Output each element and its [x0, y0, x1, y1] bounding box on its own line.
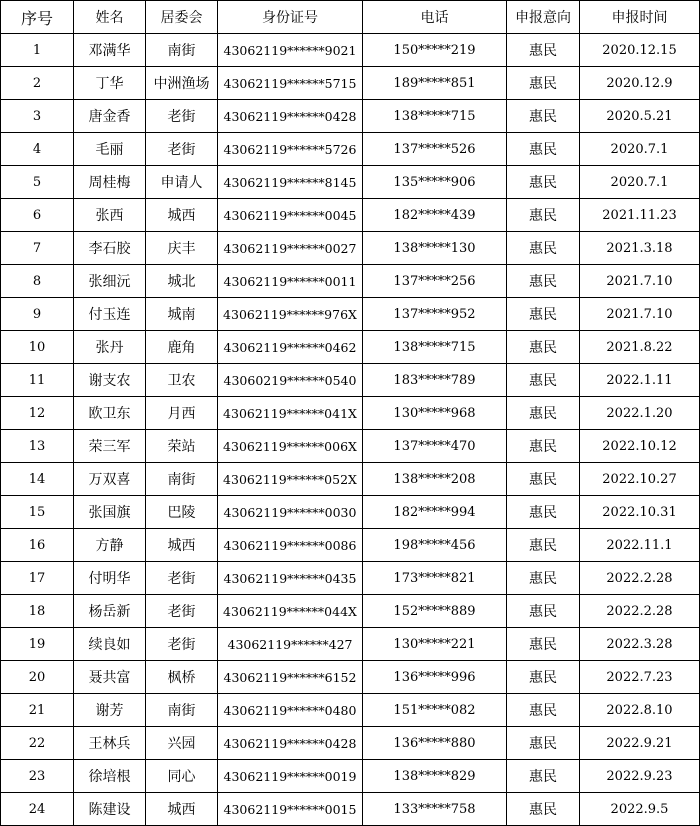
table-row — [1, 628, 700, 661]
committee-cell: 城西 — [146, 199, 218, 232]
committee-cell: 南街 — [146, 34, 218, 67]
table-row — [1, 199, 700, 232]
seq-cell: 18 — [1, 595, 74, 628]
table-row — [1, 727, 700, 760]
seq-cell: 15 — [1, 496, 74, 529]
seq-cell: 24 — [1, 793, 74, 826]
id-number-cell: 43062119******0435 — [218, 562, 363, 595]
phone-cell: 182*****994 — [363, 496, 507, 529]
table-row — [1, 166, 700, 199]
table-row — [1, 397, 700, 430]
id-number-cell: 43062119******0480 — [218, 694, 363, 727]
table-row — [1, 265, 700, 298]
intent-cell: 惠民 — [507, 628, 580, 661]
intent-cell: 惠民 — [507, 298, 580, 331]
phone-cell: 182*****439 — [363, 199, 507, 232]
intent-cell: 惠民 — [507, 199, 580, 232]
date-cell: 2021.8.22 — [580, 331, 700, 364]
date-cell: 2020.12.9 — [580, 67, 700, 100]
id-number-cell: 43062119******0428 — [218, 100, 363, 133]
seq-cell: 11 — [1, 364, 74, 397]
committee-cell: 南街 — [146, 694, 218, 727]
id-number-cell: 43062119******976X — [218, 298, 363, 331]
seq-cell: 8 — [1, 265, 74, 298]
date-cell: 2022.7.23 — [580, 661, 700, 694]
intent-cell: 惠民 — [507, 661, 580, 694]
seq-cell: 23 — [1, 760, 74, 793]
header-date: 申报时间 — [580, 1, 700, 34]
id-number-cell: 43060219******0540 — [218, 364, 363, 397]
seq-cell: 6 — [1, 199, 74, 232]
committee-cell: 卫农 — [146, 364, 218, 397]
id-number-cell: 43062119******0011 — [218, 265, 363, 298]
seq-cell: 4 — [1, 133, 74, 166]
phone-cell: 137*****526 — [363, 133, 507, 166]
table-row — [1, 793, 700, 826]
committee-cell: 中洲渔场 — [146, 67, 218, 100]
id-number-cell: 43062119******5726 — [218, 133, 363, 166]
table-row — [1, 364, 700, 397]
seq-cell: 22 — [1, 727, 74, 760]
date-cell: 2022.1.20 — [580, 397, 700, 430]
seq-cell: 3 — [1, 100, 74, 133]
seq-cell: 12 — [1, 397, 74, 430]
id-number-cell: 43062119******427 — [218, 628, 363, 661]
seq-cell: 7 — [1, 232, 74, 265]
seq-cell: 10 — [1, 331, 74, 364]
table-row — [1, 562, 700, 595]
committee-cell: 城西 — [146, 529, 218, 562]
date-cell: 2022.2.28 — [580, 595, 700, 628]
name-cell: 王林兵 — [74, 727, 146, 760]
name-cell: 唐金香 — [74, 100, 146, 133]
table-row — [1, 298, 700, 331]
phone-cell: 130*****221 — [363, 628, 507, 661]
seq-cell: 17 — [1, 562, 74, 595]
intent-cell: 惠民 — [507, 562, 580, 595]
name-cell: 付明华 — [74, 562, 146, 595]
name-cell: 谢支农 — [74, 364, 146, 397]
committee-cell: 兴园 — [146, 727, 218, 760]
id-number-cell: 43062119******0045 — [218, 199, 363, 232]
table-row — [1, 331, 700, 364]
name-cell: 张丹 — [74, 331, 146, 364]
intent-cell: 惠民 — [507, 430, 580, 463]
seq-cell: 13 — [1, 430, 74, 463]
table-row — [1, 34, 700, 67]
committee-cell: 庆丰 — [146, 232, 218, 265]
name-cell: 张细沅 — [74, 265, 146, 298]
table-row — [1, 661, 700, 694]
intent-cell: 惠民 — [507, 331, 580, 364]
name-cell: 欧卫东 — [74, 397, 146, 430]
date-cell: 2022.9.5 — [580, 793, 700, 826]
date-cell: 2022.9.21 — [580, 727, 700, 760]
table-row — [1, 133, 700, 166]
phone-cell: 189*****851 — [363, 67, 507, 100]
intent-cell: 惠民 — [507, 727, 580, 760]
id-number-cell: 43062119******5715 — [218, 67, 363, 100]
seq-cell: 5 — [1, 166, 74, 199]
date-cell: 2022.10.27 — [580, 463, 700, 496]
date-cell: 2020.5.21 — [580, 100, 700, 133]
phone-cell: 173*****821 — [363, 562, 507, 595]
name-cell: 万双喜 — [74, 463, 146, 496]
date-cell: 2022.1.11 — [580, 364, 700, 397]
table-row — [1, 760, 700, 793]
header-intent: 申报意向 — [507, 1, 580, 34]
table-row — [1, 529, 700, 562]
table-row — [1, 694, 700, 727]
id-number-cell: 43062119******0428 — [218, 727, 363, 760]
table-row — [1, 595, 700, 628]
date-cell: 2021.7.10 — [580, 298, 700, 331]
id-number-cell: 43062119******0462 — [218, 331, 363, 364]
phone-cell: 138*****715 — [363, 100, 507, 133]
intent-cell: 惠民 — [507, 496, 580, 529]
name-cell: 李石胶 — [74, 232, 146, 265]
id-number-cell: 43062119******0086 — [218, 529, 363, 562]
intent-cell: 惠民 — [507, 67, 580, 100]
committee-cell: 城西 — [146, 793, 218, 826]
header-name: 姓名 — [74, 1, 146, 34]
date-cell: 2022.2.28 — [580, 562, 700, 595]
phone-cell: 151*****082 — [363, 694, 507, 727]
name-cell: 张国旗 — [74, 496, 146, 529]
intent-cell: 惠民 — [507, 397, 580, 430]
id-number-cell: 43062119******044X — [218, 595, 363, 628]
name-cell: 陈建设 — [74, 793, 146, 826]
committee-cell: 荣站 — [146, 430, 218, 463]
intent-cell: 惠民 — [507, 694, 580, 727]
name-cell: 聂共富 — [74, 661, 146, 694]
seq-cell: 19 — [1, 628, 74, 661]
committee-cell: 城北 — [146, 265, 218, 298]
committee-cell: 枫桥 — [146, 661, 218, 694]
name-cell: 荣三军 — [74, 430, 146, 463]
name-cell: 杨岳新 — [74, 595, 146, 628]
committee-cell: 老街 — [146, 595, 218, 628]
seq-cell: 21 — [1, 694, 74, 727]
name-cell: 周桂梅 — [74, 166, 146, 199]
intent-cell: 惠民 — [507, 34, 580, 67]
header-row — [1, 1, 700, 34]
name-cell: 邓满华 — [74, 34, 146, 67]
name-cell: 毛丽 — [74, 133, 146, 166]
name-cell: 徐培根 — [74, 760, 146, 793]
intent-cell: 惠民 — [507, 793, 580, 826]
phone-cell: 183*****789 — [363, 364, 507, 397]
intent-cell: 惠民 — [507, 760, 580, 793]
id-number-cell: 43062119******006X — [218, 430, 363, 463]
id-number-cell: 43062119******0027 — [218, 232, 363, 265]
seq-cell: 14 — [1, 463, 74, 496]
phone-cell: 135*****906 — [363, 166, 507, 199]
date-cell: 2020.12.15 — [580, 34, 700, 67]
seq-cell: 2 — [1, 67, 74, 100]
id-number-cell: 43062119******041X — [218, 397, 363, 430]
header-seq: 序号 — [1, 1, 74, 34]
committee-cell: 巴陵 — [146, 496, 218, 529]
committee-cell: 老街 — [146, 562, 218, 595]
date-cell: 2022.11.1 — [580, 529, 700, 562]
table-row — [1, 232, 700, 265]
date-cell: 2022.9.23 — [580, 760, 700, 793]
phone-cell: 138*****208 — [363, 463, 507, 496]
name-cell: 谢芳 — [74, 694, 146, 727]
table-row — [1, 496, 700, 529]
seq-cell: 9 — [1, 298, 74, 331]
committee-cell: 鹿角 — [146, 331, 218, 364]
phone-cell: 137*****256 — [363, 265, 507, 298]
intent-cell: 惠民 — [507, 364, 580, 397]
intent-cell: 惠民 — [507, 133, 580, 166]
date-cell: 2021.7.10 — [580, 265, 700, 298]
intent-cell: 惠民 — [507, 265, 580, 298]
phone-cell: 137*****470 — [363, 430, 507, 463]
header-id-number: 身份证号 — [218, 1, 363, 34]
phone-cell: 136*****996 — [363, 661, 507, 694]
id-number-cell: 43062119******0030 — [218, 496, 363, 529]
intent-cell: 惠民 — [507, 100, 580, 133]
committee-cell: 老街 — [146, 628, 218, 661]
header-phone: 电话 — [363, 1, 507, 34]
committee-cell: 老街 — [146, 100, 218, 133]
table-row — [1, 430, 700, 463]
seq-cell: 1 — [1, 34, 74, 67]
phone-cell: 137*****952 — [363, 298, 507, 331]
name-cell: 丁华 — [74, 67, 146, 100]
table-row — [1, 100, 700, 133]
phone-cell: 152*****889 — [363, 595, 507, 628]
id-number-cell: 43062119******0019 — [218, 760, 363, 793]
seq-cell: 16 — [1, 529, 74, 562]
date-cell: 2022.3.28 — [580, 628, 700, 661]
date-cell: 2020.7.1 — [580, 166, 700, 199]
id-number-cell: 43062119******9021 — [218, 34, 363, 67]
date-cell: 2020.7.1 — [580, 133, 700, 166]
id-number-cell: 43062119******6152 — [218, 661, 363, 694]
name-cell: 方静 — [74, 529, 146, 562]
table-row — [1, 463, 700, 496]
phone-cell: 198*****456 — [363, 529, 507, 562]
table-body — [1, 34, 700, 826]
date-cell: 2021.11.23 — [580, 199, 700, 232]
id-number-cell: 43062119******0015 — [218, 793, 363, 826]
phone-cell: 130*****968 — [363, 397, 507, 430]
committee-cell: 月西 — [146, 397, 218, 430]
name-cell: 续良如 — [74, 628, 146, 661]
phone-cell: 136*****880 — [363, 727, 507, 760]
committee-cell: 老街 — [146, 133, 218, 166]
phone-cell: 133*****758 — [363, 793, 507, 826]
name-cell: 张西 — [74, 199, 146, 232]
seq-cell: 20 — [1, 661, 74, 694]
table-row — [1, 67, 700, 100]
date-cell: 2022.8.10 — [580, 694, 700, 727]
committee-cell: 申请人 — [146, 166, 218, 199]
date-cell: 2021.3.18 — [580, 232, 700, 265]
intent-cell: 惠民 — [507, 463, 580, 496]
date-cell: 2022.10.31 — [580, 496, 700, 529]
phone-cell: 150*****219 — [363, 34, 507, 67]
phone-cell: 138*****715 — [363, 331, 507, 364]
intent-cell: 惠民 — [507, 529, 580, 562]
date-cell: 2022.10.12 — [580, 430, 700, 463]
committee-cell: 南街 — [146, 463, 218, 496]
id-number-cell: 43062119******8145 — [218, 166, 363, 199]
intent-cell: 惠民 — [507, 232, 580, 265]
phone-cell: 138*****829 — [363, 760, 507, 793]
committee-cell: 同心 — [146, 760, 218, 793]
intent-cell: 惠民 — [507, 595, 580, 628]
id-number-cell: 43062119******052X — [218, 463, 363, 496]
name-cell: 付玉连 — [74, 298, 146, 331]
header-committee: 居委会 — [146, 1, 218, 34]
phone-cell: 138*****130 — [363, 232, 507, 265]
intent-cell: 惠民 — [507, 166, 580, 199]
committee-cell: 城南 — [146, 298, 218, 331]
